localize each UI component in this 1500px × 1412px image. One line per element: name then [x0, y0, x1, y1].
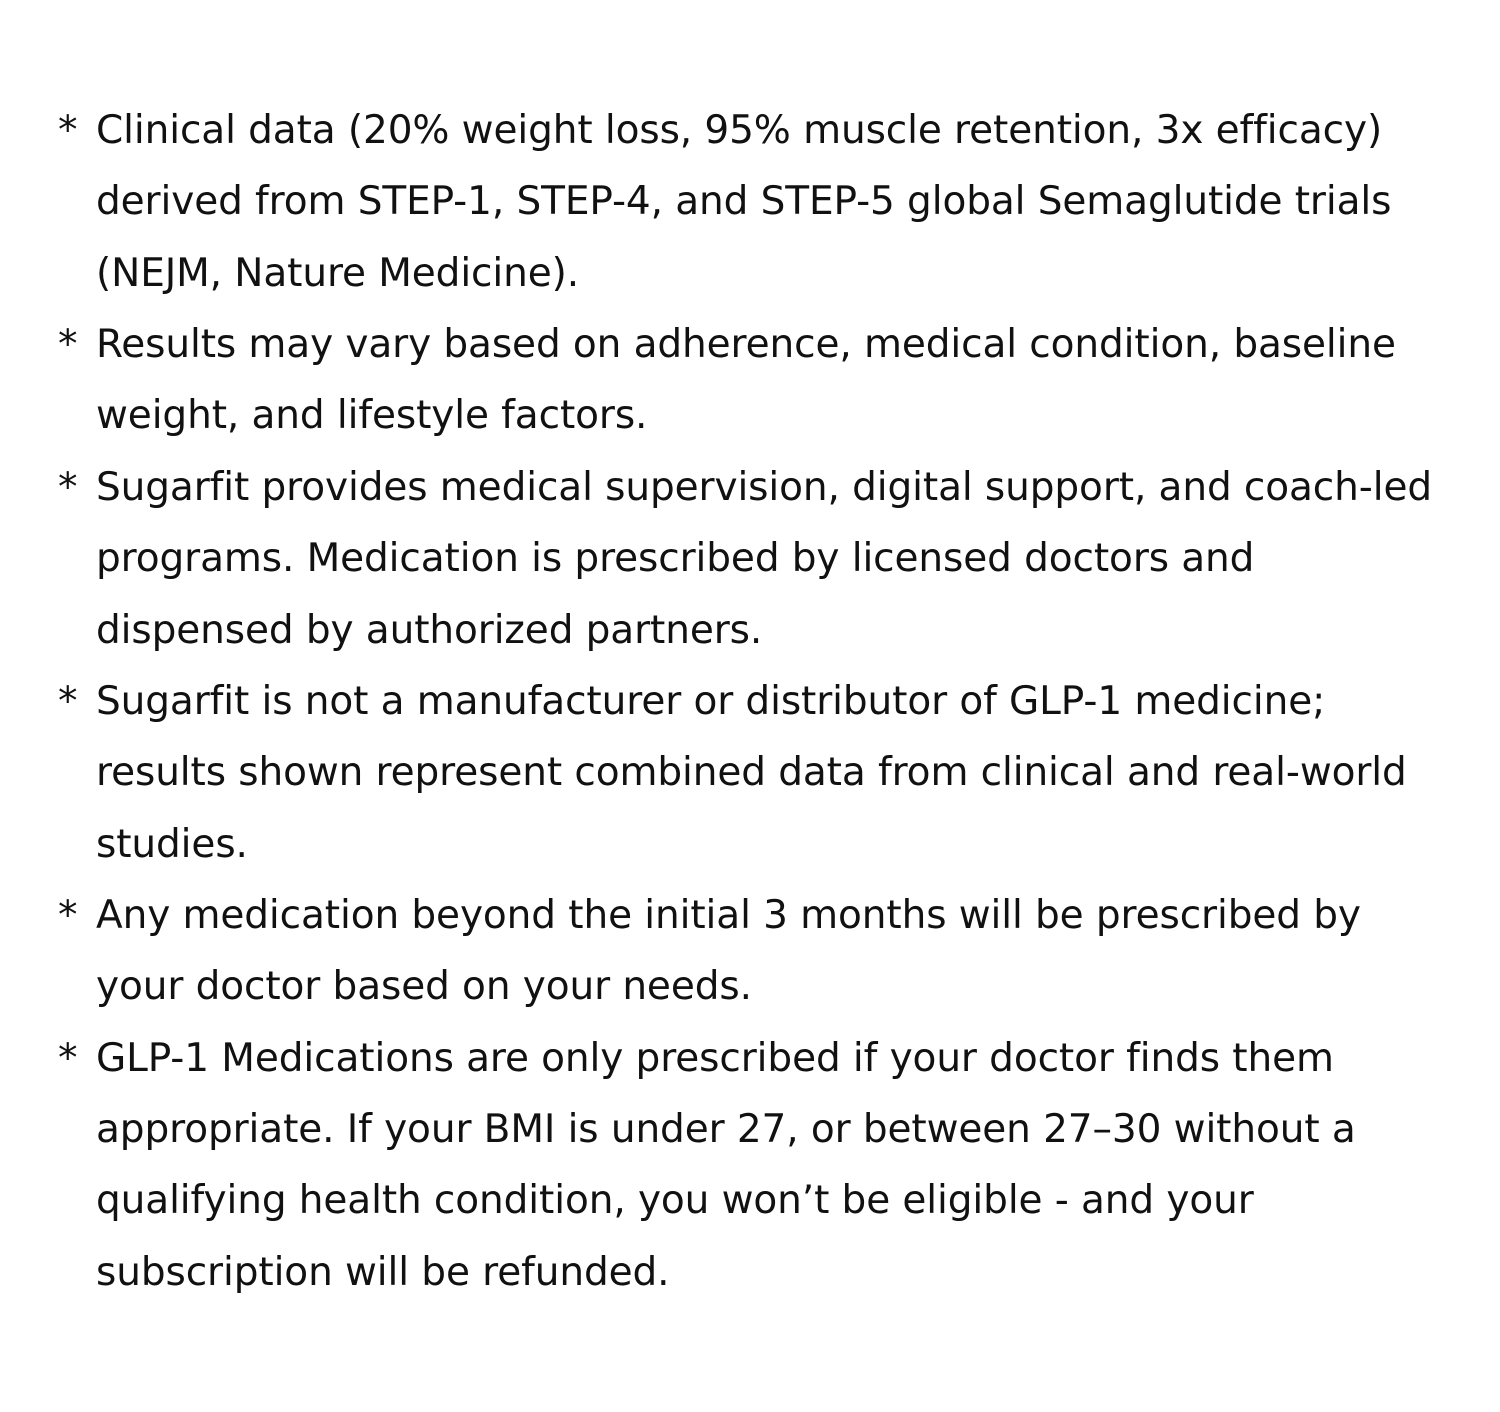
list-item — [58, 309, 1440, 452]
list-item — [58, 1023, 1440, 1308]
disclaimer-text-glp1-eligibility: GLP-1 Medications are only prescribed if your doctor finds them appropriate. If your BMI is under 27, or between 27–30 without a qualifying health condition, you won’t be eligible - and your subscription will be refunded. — [96, 1035, 1356, 1295]
bullet-marker-icon: * — [58, 108, 78, 153]
bullet-marker-icon: * — [58, 464, 78, 510]
bullet-marker-icon: * — [58, 1035, 78, 1081]
bullet-marker-icon: * — [58, 678, 78, 724]
disclaimer-text-clinical-data-source: Clinical data (20% weight loss, 95% muscle retention, 3x efficacy) derived from STEP-1, STEP-4, and STEP-5 global Semaglutide trials (NEJM, Nature Medicine). — [96, 108, 1392, 296]
list-item — [58, 452, 1440, 666]
disclaimer-text-beyond-three-months: Any medication beyond the initial 3 months will be prescribed by your doctor based on your needs. — [96, 892, 1361, 1010]
disclaimer-text-results-may-vary: Results may vary based on adherence, medical condition, baseline weight, and lifestyle factors. — [96, 322, 1396, 439]
list-item — [58, 95, 1440, 309]
list-item — [58, 880, 1440, 1023]
disclaimer-list — [58, 95, 1440, 1308]
disclaimer-text-sugarfit-services: Sugarfit provides medical supervision, digital support, and coach-led programs. Medication is prescribed by licensed doctors and dispensed by authorized partners. — [96, 464, 1433, 653]
bullet-marker-icon: * — [58, 892, 78, 938]
disclaimer-text-not-a-manufacturer: Sugarfit is not a manufacturer or distributor of GLP-1 medicine; results shown represent combined data from clinical and real-world studies. — [96, 678, 1407, 867]
list-item — [58, 666, 1440, 880]
bullet-marker-icon: * — [58, 322, 78, 368]
